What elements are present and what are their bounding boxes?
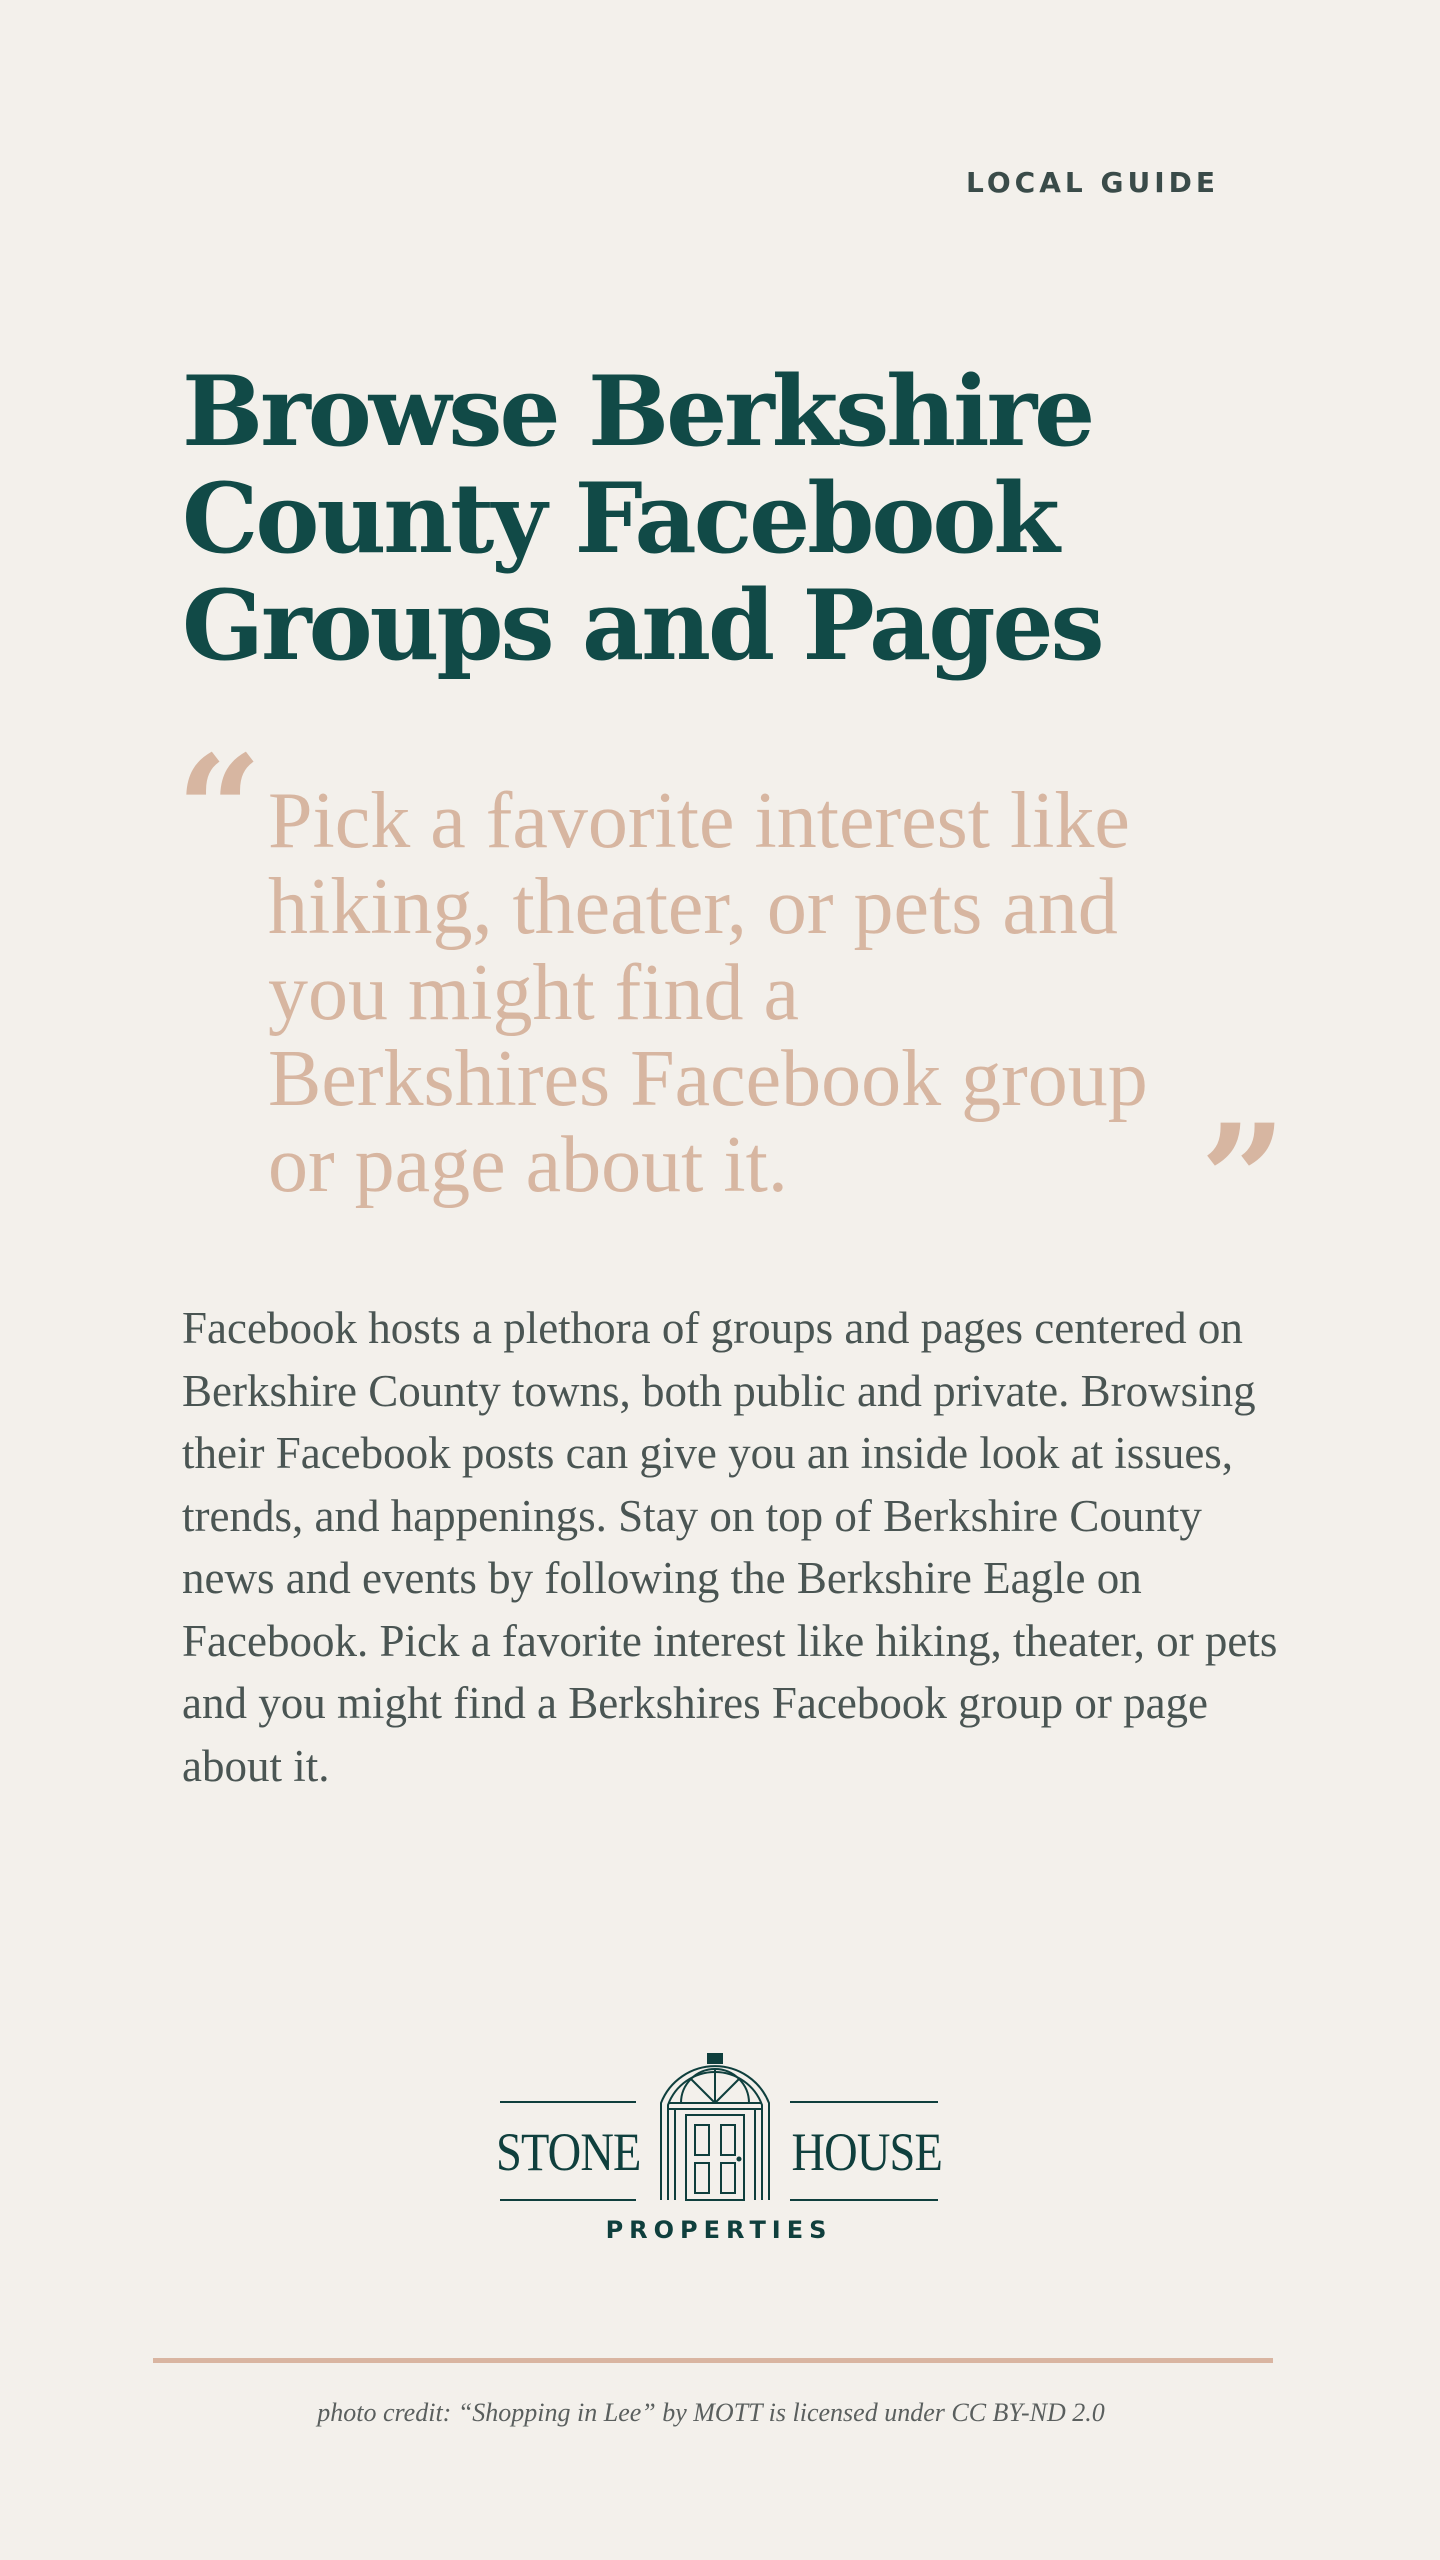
open-quote-icon: “	[176, 723, 263, 899]
footer-divider	[153, 2358, 1273, 2363]
body-paragraph: Facebook hosts a plethora of groups and pages centered on Berkshire County towns, both public and private. Browsing their Facebook posts can give you an inside look at issues, trends, and happenings. Stay on top of Berkshire County news and events by following the Berkshire Eagle on Facebook. Pick a favorite interest like hiking, theater, or pets and you might find a Berkshires Facebook group or page about it.	[182, 1303, 1278, 1791]
local-guide-label: LOCAL GUIDE	[966, 166, 1219, 199]
close-quote-icon: ”	[1200, 1092, 1287, 1268]
logo-tagline: PROPERTIES	[605, 2216, 833, 2244]
stone-house-logo	[496, 2045, 942, 2255]
logo-word-house: HOUSE	[791, 2122, 942, 2182]
logo-word-stone: STONE	[496, 2122, 641, 2182]
page-title: Browse Berkshire County Facebook Groups and Pages	[182, 355, 1102, 682]
photo-credit: photo credit: “Shopping in Lee” by MOTT is licensed under CC BY-ND 2.0	[317, 2398, 1105, 2427]
pull-quote: Pick a favorite interest like hiking, theater, or pets and you might find a Berkshires Facebook group or page about it.	[268, 777, 1148, 1209]
